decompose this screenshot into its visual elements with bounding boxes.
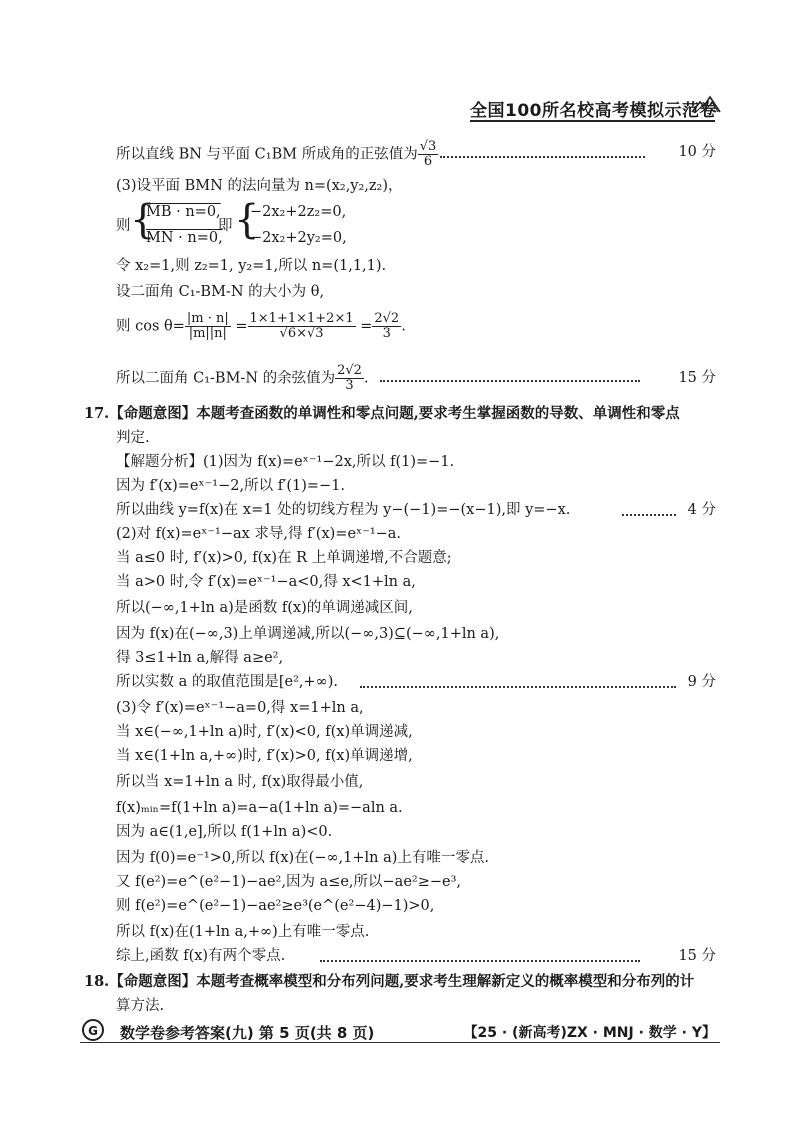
- text-line: 当 a>0 时,令 f′(x)=eˣ⁻¹−a<0,得 x<1+ln a,: [116, 574, 416, 590]
- left-brace-icon: {: [234, 197, 260, 243]
- text-line: 算方法.: [116, 998, 165, 1014]
- fraction: $\frac{|m \cdot n|}{|m||n|}$: [186, 311, 229, 341]
- equation: −2x₂+2z₂=0,: [250, 204, 347, 220]
- text-line: 所以(−∞,1+ln a)是函数 f(x)的单调递减区间,: [116, 600, 413, 616]
- header-rule: [470, 120, 715, 122]
- header-title: 全国100所名校高考模拟示范卷: [470, 101, 717, 121]
- text-line: (3)令 f′(x)=eˣ⁻¹−a=0,得 x=1+ln a,: [116, 700, 364, 716]
- text-line: 所以二面角 C₁-BM-N 的余弦值为 $\frac{2√2}{3}$ .: [116, 363, 369, 393]
- text-line: 当 x∈(−∞,1+ln a)时, f′(x)<0, f(x)单调递减,: [116, 724, 413, 740]
- score-points: 15 分: [678, 948, 716, 964]
- footer-logo-icon: G: [82, 1019, 104, 1041]
- equation: −2x₂+2y₂=0,: [250, 230, 347, 246]
- text-line: 因为 f(x)在(−∞,3)上单调递减,所以(−∞,3)⊆(−∞,1+ln a),: [116, 626, 500, 642]
- text-line: 因为 f′(x)=eˣ⁻¹−2,所以 f′(1)=−1.: [116, 478, 346, 494]
- text-line: 设二面角 C₁-BM-N 的大小为 θ,: [116, 284, 325, 300]
- text-line: 又 f(e²)=e^(e²−1)−ae²,因为 a≤e,所以−ae²≥−e³,: [116, 874, 462, 890]
- fraction: $\frac{2√2}{3}$: [337, 363, 362, 393]
- text-line: 综上,函数 f(x)有两个零点.: [116, 948, 286, 964]
- dotted-leader: [360, 686, 676, 688]
- question-18-intent: 18.【命题意图】本题考查概率模型和分布列问题,要求考生理解新定义的概率模型和分布列的计: [84, 973, 695, 990]
- text-line: 因为 f(0)=e⁻¹>0,所以 f(x)在(−∞,1+ln a)上有唯一零点.: [116, 850, 490, 866]
- score-points: 9 分: [687, 674, 716, 690]
- text-line: 所以曲线 y=f(x)在 x=1 处的切线方程为 y−(−1)=−(x−1),即 y=−x.: [116, 502, 571, 518]
- text-line: 判定.: [116, 430, 150, 446]
- fraction: $\frac{2√2}{3}$: [374, 311, 400, 341]
- left-brace-icon: {: [130, 197, 156, 243]
- text-line: f(x)ₘᵢₙ=f(1+ln a)=a−a(1+ln a)=−aln a.: [116, 800, 403, 816]
- score-points: 4 分: [687, 502, 716, 518]
- question-17-intent: 17.【命题意图】本题考查函数的单调性和零点问题,要求考生掌握函数的导数、单调性和零点: [84, 405, 680, 422]
- text-line: 得 3≤1+ln a,解得 a≥e²,: [116, 650, 284, 666]
- text-line: (2)对 f(x)=eˣ⁻¹−ax 求导,得 f′(x)=eˣ⁻¹−a.: [116, 526, 402, 542]
- dotted-leader: [380, 380, 640, 382]
- text-line: 当 a≤0 时, f′(x)>0, f(x)在 R 上单调递增,不合题意;: [116, 550, 452, 566]
- fraction: $\frac{1\times 1+1\times 1+2\times 1}{√6\times√3}$: [249, 311, 354, 341]
- footer-rule: [80, 1042, 720, 1043]
- text-line: 令 x₂=1,则 z₂=1, y₂=1,所以 n=(1,1,1).: [116, 258, 387, 274]
- system-connector: 即: [218, 218, 233, 234]
- footer-code: 【25 · (新高考)ZX · MNJ · 数学 · Y】: [463, 1025, 716, 1041]
- text-line: 【解题分析】(1)因为 f(x)=eˣ⁻¹−2x,所以 f(1)=−1.: [116, 454, 455, 470]
- dotted-leader: [440, 156, 645, 158]
- fraction: $\frac{√3}{6}$: [419, 139, 437, 169]
- text-line: 因为 a∈(1,e],所以 f(1+ln a)<0.: [116, 824, 333, 840]
- equation-vector-mb: MB · n=0,: [146, 204, 221, 220]
- dotted-leader: [320, 960, 640, 962]
- equation-vector-mn: MN · n=0,: [146, 230, 223, 246]
- score-points: 15 分: [678, 370, 716, 386]
- footer-page-info: 数学卷参考答案(九) 第 5 页(共 8 页): [120, 1024, 375, 1042]
- text-line: 当 x∈(1+ln a,+∞)时, f′(x)>0, f(x)单调递增,: [116, 748, 413, 764]
- text-line: (3)设平面 BMN 的法向量为 n=(x₂,y₂,z₂)，: [116, 178, 403, 194]
- text-line: 所以直线 BN 与平面 C₁BM 所成角的正弦值为 $\frac{√3}{6}$: [116, 139, 437, 169]
- cos-formula: 则 cos θ= $\frac{|m \cdot n|}{|m||n|}$ = $\frac{1\times 1+1\times 1+2\times 1}{√6\times√3}$ = $\frac{2√2}{3}$ .: [116, 311, 406, 341]
- text-line: 则 f(e²)=e^(e²−1)−ae²≥e³(e^(e²−4)−1)>0,: [116, 898, 435, 914]
- score-points: 10 分: [678, 144, 716, 160]
- dotted-leader: [622, 514, 676, 516]
- text-line: 所以当 x=1+ln a 时, f(x)取得最小值,: [116, 774, 364, 790]
- mountain-logo-icon: [690, 92, 722, 116]
- system-prefix: 则: [116, 218, 131, 234]
- text-line: 所以实数 a 的取值范围是[e²,+∞).: [116, 674, 339, 690]
- text-line: 所以 f(x)在(1+ln a,+∞)上有唯一零点.: [116, 924, 370, 940]
